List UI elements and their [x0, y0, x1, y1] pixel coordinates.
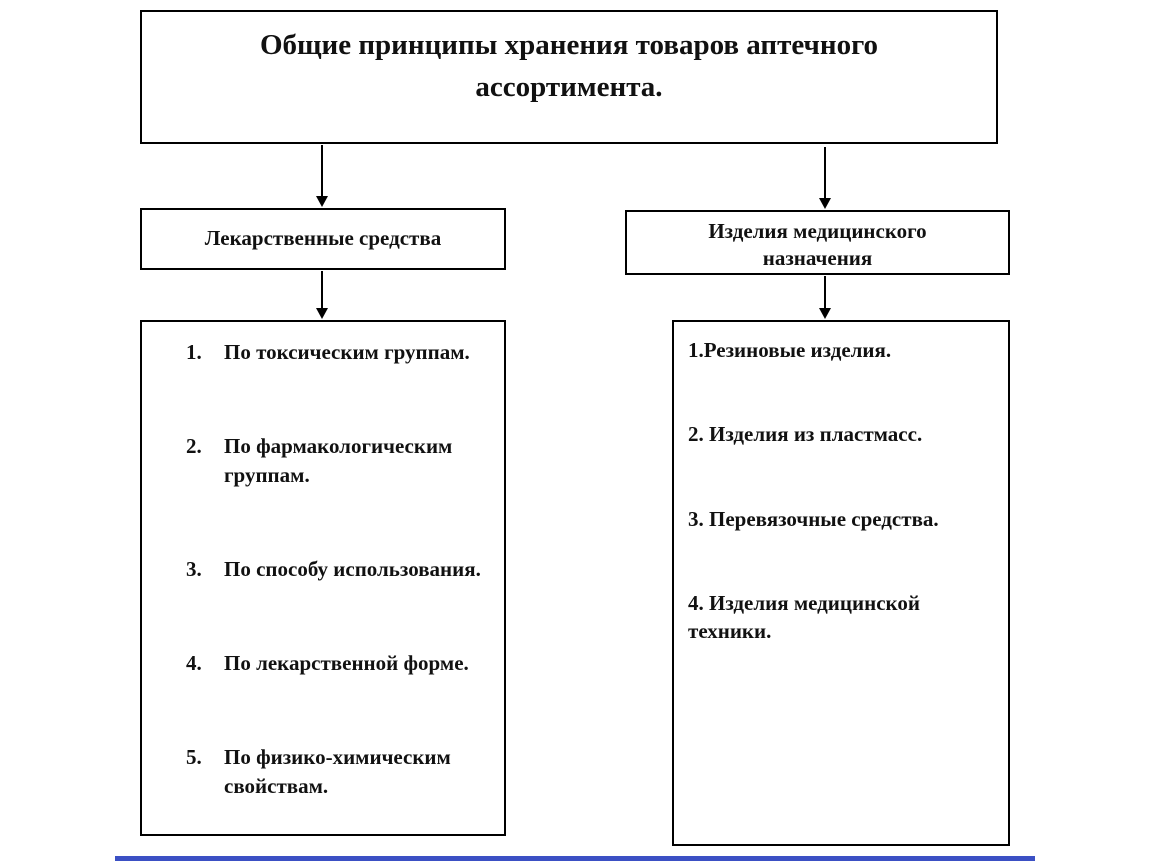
- right-branch-list-box: [672, 320, 1010, 846]
- item-number: 5.: [186, 745, 202, 770]
- arrow-title-to-left-branch: [321, 145, 323, 196]
- arrow-left-header-to-list: [321, 271, 323, 308]
- arrow-title-to-right-branch: [824, 147, 826, 198]
- list-item: [688, 420, 994, 448]
- list-item: [186, 555, 486, 583]
- item-number: 4.: [186, 651, 202, 676]
- right-branch-header: Изделия медицинского назначения: [708, 219, 927, 271]
- item-text: 2. Изделия из пластмасс.: [688, 422, 923, 447]
- list-item: [688, 589, 994, 646]
- arrow-right-header-to-list: [824, 276, 826, 308]
- item-text: По способу использования.: [224, 556, 481, 581]
- item-text: 4. Изделия медицинской техники.: [688, 591, 920, 644]
- right-branch-header-box: [625, 210, 1010, 275]
- item-text: 3. Перевязочные средства.: [688, 506, 939, 531]
- item-number: 3.: [186, 556, 202, 581]
- left-branch-list-box: [140, 320, 506, 836]
- item-number: 2.: [186, 434, 202, 459]
- list-item: [688, 336, 994, 364]
- left-branch-header: Лекарственные средства: [204, 226, 442, 251]
- list-item: [186, 649, 486, 677]
- item-text: По фармакологическим группам.: [224, 434, 453, 487]
- item-text: По токсическим группам.: [224, 340, 470, 364]
- list-item: [688, 505, 994, 533]
- left-branch-header-box: [140, 208, 506, 270]
- list-item: [186, 743, 486, 800]
- title-box: [140, 10, 998, 144]
- item-number: 1.: [186, 340, 202, 364]
- item-text: По лекарственной форме.: [224, 651, 469, 676]
- item-text: По физико-химическим свойствам.: [224, 745, 451, 798]
- item-text: 1.Резиновые изделия.: [688, 338, 892, 362]
- diagram-title: Общие принципы хранения товаров аптечного ассортимента.: [259, 28, 879, 103]
- list-item: [186, 432, 486, 489]
- bottom-accent-line: [115, 856, 1035, 861]
- list-item: [186, 338, 486, 366]
